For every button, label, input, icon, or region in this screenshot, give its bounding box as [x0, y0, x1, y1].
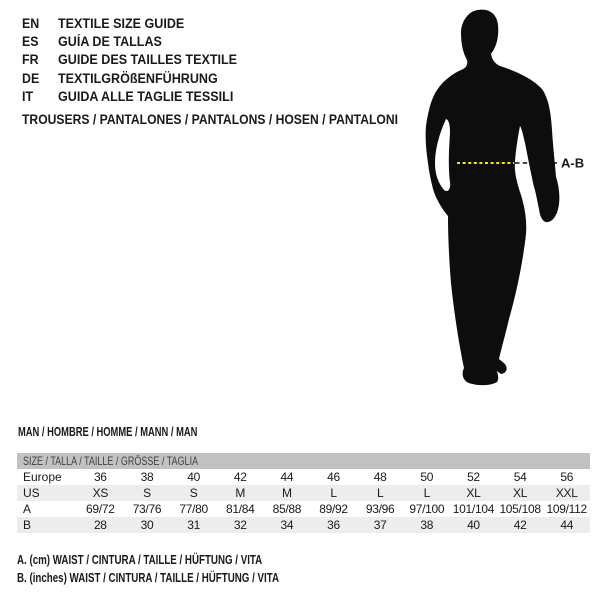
size-cell: 97/100: [409, 502, 445, 516]
size-cell: M: [282, 486, 292, 500]
footnote-line: A. (cm) WAIST / CINTURA / TAILLE / HÜFTUNG / VITA: [17, 552, 263, 567]
size-cell: 93/96: [365, 502, 395, 516]
size-cell: 85/88: [272, 502, 302, 516]
size-cell: 54: [513, 470, 527, 484]
language-code: FR: [22, 52, 39, 68]
size-cell: L: [376, 486, 384, 500]
language-row: [22, 88, 251, 106]
footnote-line: B. (inches) WAIST / CINTURA / TAILLE / HÜFTUNG / VITA: [17, 569, 279, 585]
size-cell: 44: [560, 518, 574, 532]
size-cell: 81/84: [225, 502, 255, 516]
table-row: [17, 501, 590, 517]
language-label: TEXTILGRÖßENFÜHRUNG: [58, 70, 218, 86]
arm-body-gap: [435, 119, 450, 191]
language-label: GUIDE DES TAILLES TEXTILE: [58, 52, 238, 68]
size-cell: 40: [467, 518, 480, 532]
size-cell: 31: [187, 518, 200, 532]
size-cell: 50: [420, 470, 434, 484]
size-cell: XS: [92, 486, 109, 500]
size-cell: M: [235, 486, 246, 500]
size-cell: 38: [420, 518, 434, 532]
table-row: [17, 485, 590, 501]
size-table-header: [17, 453, 590, 469]
size-cell: 89/92: [319, 502, 348, 516]
language-code: EN: [22, 16, 40, 31]
table-row: [17, 517, 590, 533]
size-cell: S: [189, 486, 198, 500]
language-row: [22, 51, 251, 69]
row-label: A: [23, 502, 32, 516]
size-table-body: [17, 469, 590, 533]
size-cell: XL: [513, 486, 528, 500]
size-cell: XL: [466, 486, 481, 500]
size-cell: 48: [373, 470, 387, 484]
size-cell: 42: [513, 518, 527, 532]
language-row: [22, 33, 251, 51]
size-table-header-label: SIZE / TALLA / TAILLE / GRÖSSE / TAGLIA: [23, 454, 199, 468]
size-cell: 44: [280, 470, 294, 484]
size-cell: 105/108: [499, 502, 541, 516]
language-label: TEXTILE SIZE GUIDE: [58, 16, 185, 31]
size-cell: 36: [93, 470, 107, 484]
size-cell: 77/80: [179, 502, 208, 516]
language-code: DE: [22, 70, 40, 86]
size-cell: 40: [187, 470, 200, 484]
size-cell: L: [423, 486, 430, 500]
footnotes: [17, 551, 366, 587]
language-row: [22, 70, 251, 88]
language-row: [22, 15, 251, 33]
size-cell: 109/112: [546, 502, 587, 516]
size-cell: 52: [467, 470, 480, 484]
size-table: [17, 453, 590, 533]
size-cell: 30: [140, 518, 154, 532]
man-silhouette: [426, 10, 560, 386]
size-cell: 46: [327, 470, 340, 484]
size-cell: 101/104: [452, 502, 495, 516]
language-code: ES: [22, 34, 39, 50]
size-cell: 73/76: [132, 502, 162, 516]
row-label: B: [23, 518, 32, 532]
row-label: Europe: [23, 470, 62, 484]
size-cell: 42: [233, 470, 247, 484]
language-label: GUÍA DE TALLAS: [58, 34, 162, 50]
size-cell: 37: [373, 518, 387, 532]
measure-label: A-B: [561, 155, 585, 171]
size-cell: 38: [140, 470, 154, 484]
size-cell: XXL: [555, 486, 578, 500]
table-row: [17, 469, 590, 485]
size-cell: 56: [560, 470, 574, 484]
size-cell: 28: [93, 518, 107, 532]
language-label: GUIDA ALLE TAGLIE TESSILI: [58, 88, 234, 104]
language-title-block: [22, 15, 251, 106]
language-code: IT: [22, 88, 34, 104]
table-section-title: MAN / HOMBRE / HOMME / MANN / MAN: [18, 424, 198, 439]
category-title: TROUSERS / PANTALONES / PANTALONS / HOSEN / PANTALONI: [22, 112, 398, 127]
size-cell: 32: [233, 518, 247, 532]
size-cell: S: [143, 486, 151, 500]
size-cell: 69/72: [86, 502, 115, 516]
size-cell: 36: [327, 518, 340, 532]
row-label: US: [23, 486, 40, 500]
size-cell: 34: [280, 518, 294, 532]
size-cell: L: [330, 486, 337, 500]
